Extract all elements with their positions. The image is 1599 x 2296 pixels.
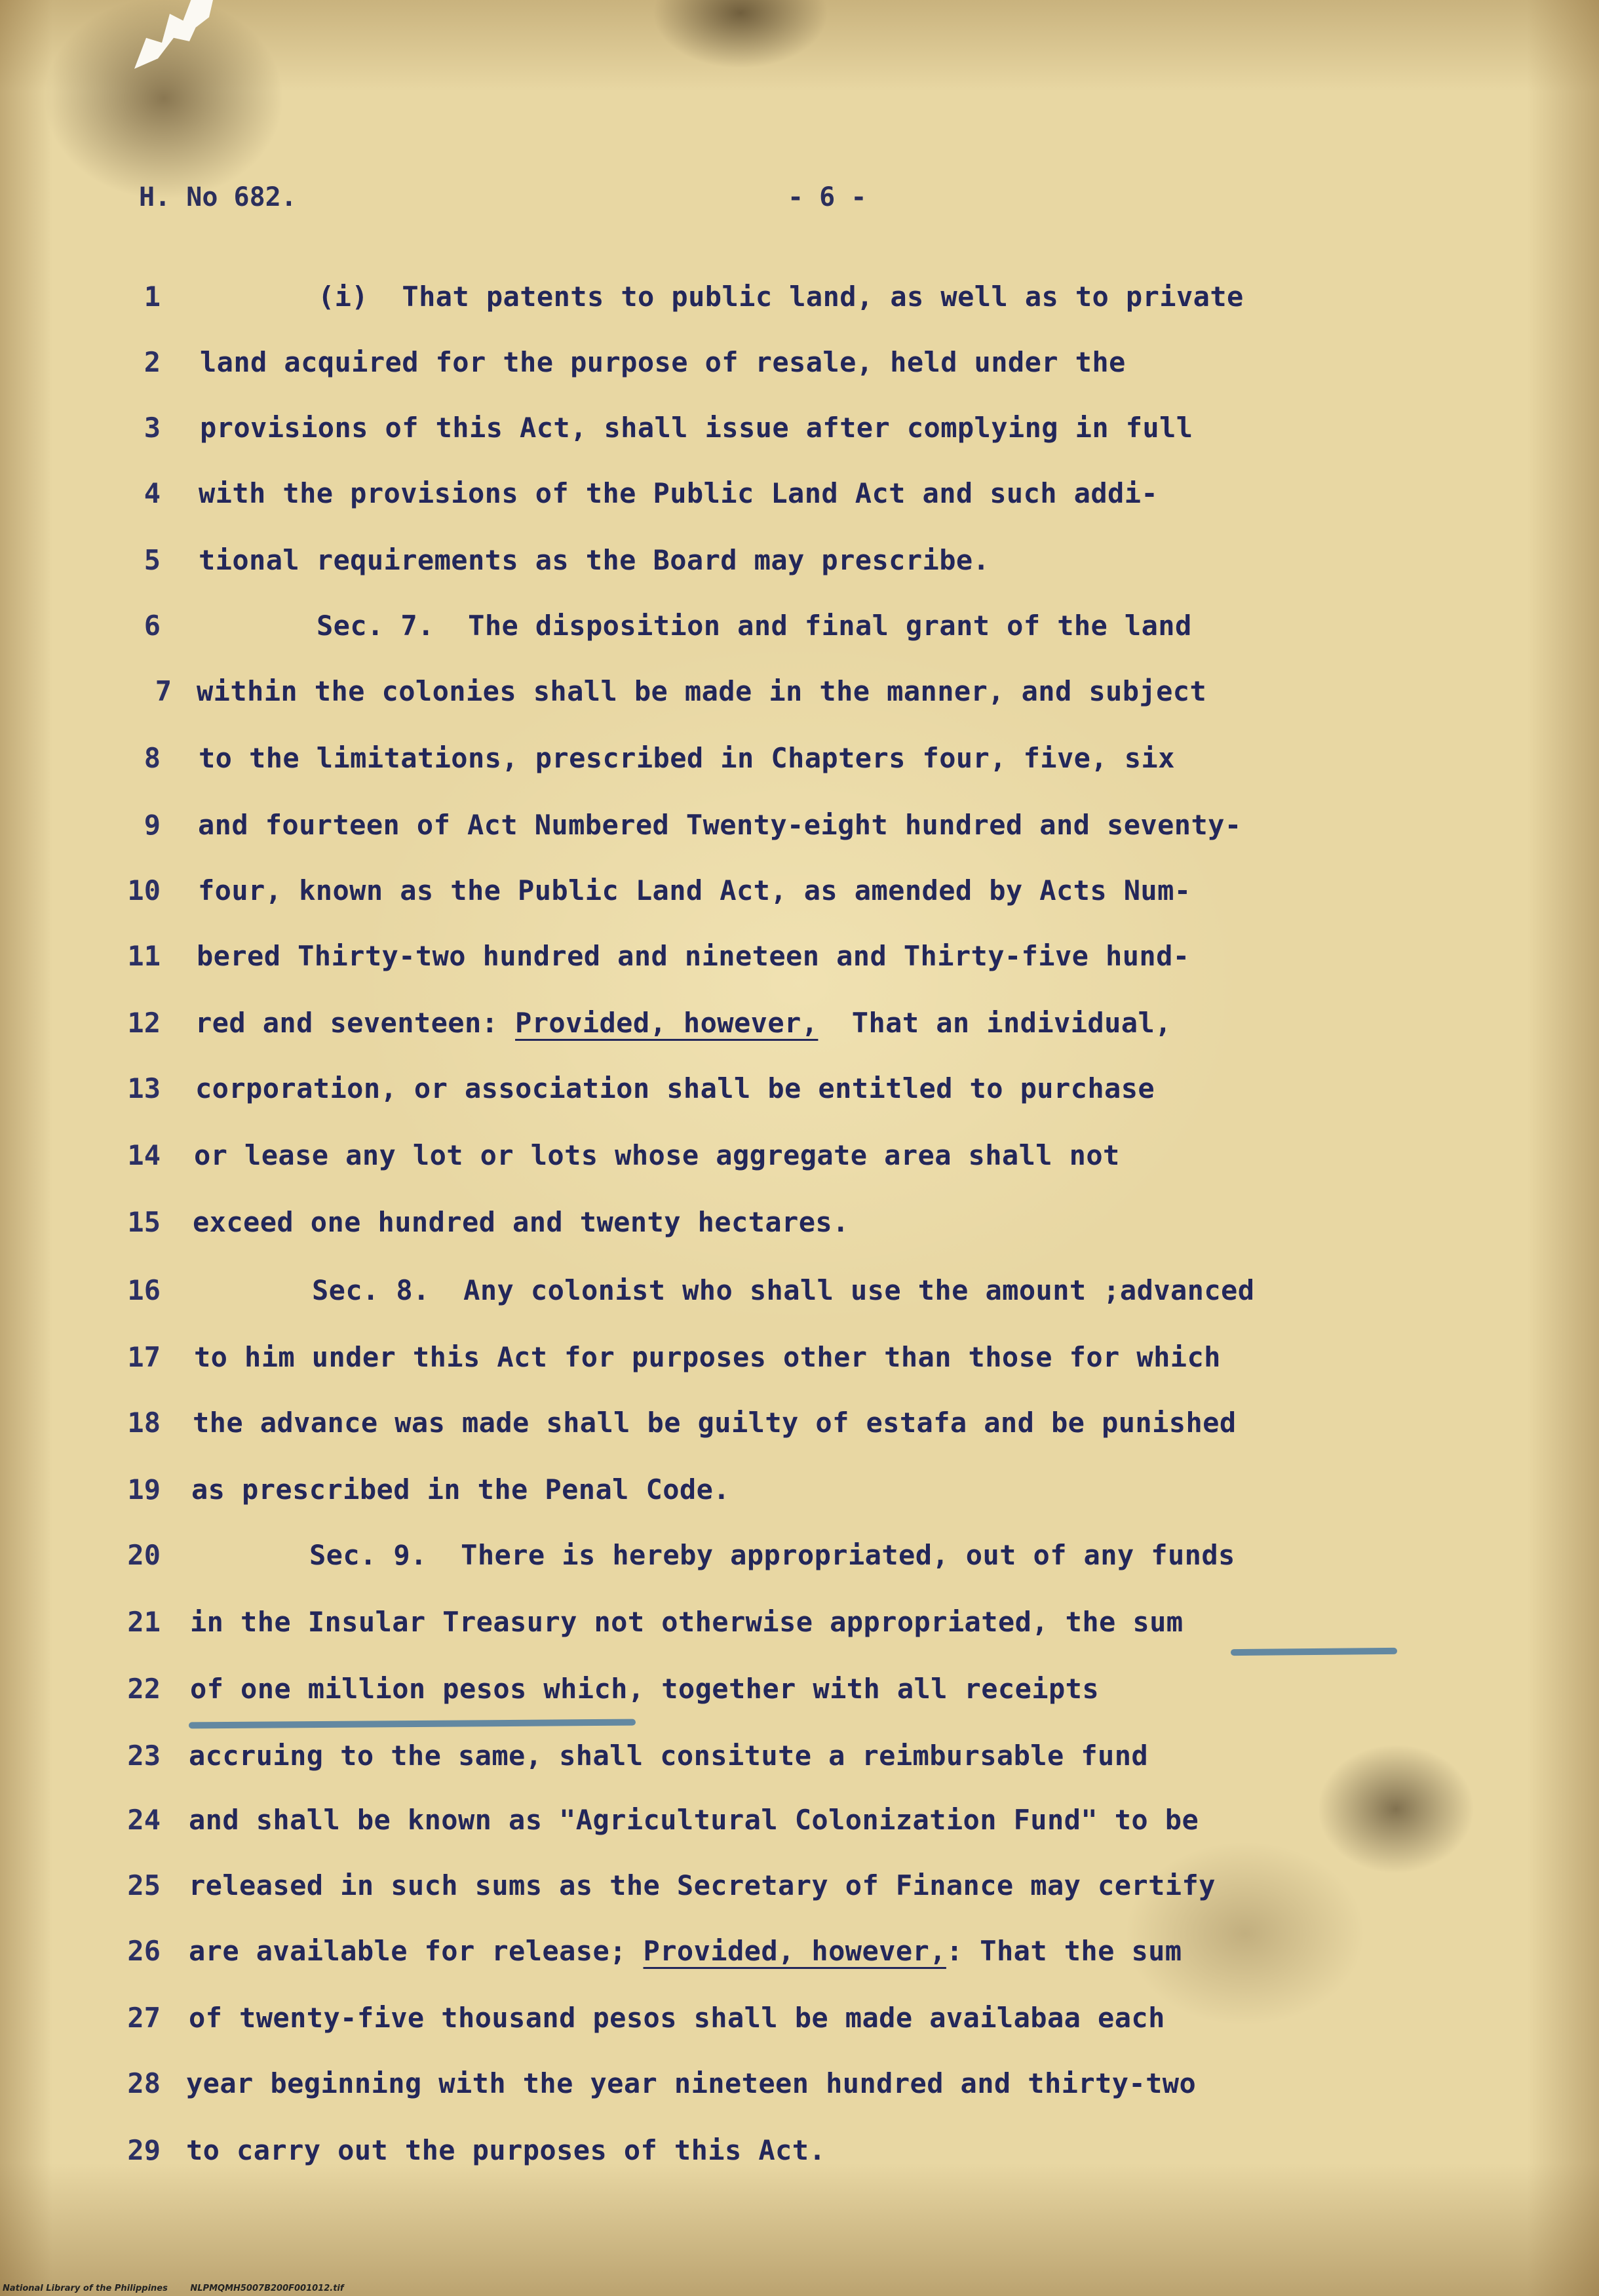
- line-number: 21: [127, 1606, 161, 1638]
- line-text: (i) That patents to public land, as well as to private: [318, 281, 1244, 313]
- text-line: [0, 2002, 1599, 2044]
- line-number: 3: [144, 412, 161, 444]
- text-line: [0, 610, 1599, 652]
- line-text: provisions of this Act, shall issue after complying in full: [200, 412, 1193, 444]
- line-number: 24: [127, 1804, 161, 1836]
- underlined-proviso: Provided, however,: [515, 1007, 819, 1039]
- line-text: four, known as the Public Land Act, as amended by Acts Num-: [198, 874, 1191, 906]
- line-number: 17: [127, 1341, 161, 1373]
- text-line: [0, 874, 1599, 916]
- text-line: [0, 1274, 1599, 1316]
- blue-pencil-underline-1: [1231, 1648, 1397, 1656]
- footer-library: National Library of the Philippines: [3, 2284, 168, 2293]
- text-line: [0, 1935, 1599, 1977]
- text-line: [0, 2134, 1599, 2176]
- line-text-pre: red and seventeen:: [195, 1007, 516, 1039]
- line-text: released in such sums as the Secretary of Finance may certify: [189, 1869, 1216, 1901]
- line-text: to the limitations, prescribed in Chapters four, five, six: [199, 742, 1175, 774]
- footer-file: NLPMQMH5007B200F001012.tif: [190, 2284, 344, 2293]
- text-line: [0, 281, 1599, 322]
- text-line: [0, 1606, 1599, 1648]
- line-number: 26: [127, 1935, 161, 1967]
- text-line: [0, 1539, 1599, 1581]
- line-number: 16: [127, 1274, 161, 1306]
- page-number: - 6 -: [788, 182, 867, 212]
- text-line: [0, 1869, 1599, 1911]
- line-text-pre: are available for release;: [189, 1935, 644, 1967]
- line-number: 28: [127, 2067, 161, 2099]
- line-text: tional requirements as the Board may prescribe.: [199, 544, 990, 576]
- line-text: within the colonies shall be made in the manner, and subject: [197, 675, 1207, 707]
- line-text: in the Insular Treasury not otherwise appropriated, the sum: [190, 1606, 1184, 1638]
- text-line: [0, 1804, 1599, 1846]
- text-line: [0, 544, 1599, 586]
- line-number: 6: [144, 610, 161, 642]
- line-text: accruing to the same, shall consitute a reimbursable fund: [189, 1740, 1149, 1772]
- text-line: [0, 1740, 1599, 1781]
- line-number: 12: [127, 1007, 161, 1039]
- text-line: [0, 412, 1599, 454]
- line-text-post: : That the sum: [946, 1935, 1182, 1967]
- line-number: 4: [144, 477, 161, 509]
- line-text: with the provisions of the Public Land Act and such addi-: [199, 477, 1159, 509]
- text-line: [0, 2067, 1599, 2109]
- text-line: [0, 1139, 1599, 1181]
- text-line: [0, 1473, 1599, 1515]
- line-number: 8: [144, 742, 161, 774]
- line-number: 25: [127, 1869, 161, 1901]
- line-text: Sec. 8. Any colonist who shall use the amount ;advanced: [312, 1274, 1255, 1306]
- underlined-proviso: Provided, however,: [643, 1935, 946, 1967]
- text-line: [0, 1673, 1599, 1715]
- line-text: or lease any lot or lots whose aggregate area shall not: [194, 1139, 1120, 1171]
- line-text: year beginning with the year nineteen hundred and thirty-two: [186, 2067, 1197, 2099]
- line-text: to him under this Act for purposes other than those for which: [194, 1341, 1221, 1373]
- text-line: [0, 742, 1599, 784]
- line-text: as prescribed in the Penal Code.: [191, 1473, 730, 1506]
- line-number: 7: [155, 675, 172, 707]
- page-header: [139, 182, 1450, 228]
- line-number: 19: [127, 1473, 161, 1506]
- text-line: [0, 940, 1599, 982]
- page-footer: [3, 2284, 364, 2293]
- line-text: land acquired for the purpose of resale, held under the: [200, 346, 1126, 378]
- torn-corner: [134, 0, 213, 69]
- text-line: [0, 346, 1599, 388]
- text-line: [0, 1407, 1599, 1449]
- line-text: exceed one hundred and twenty hectares.: [193, 1206, 849, 1238]
- line-text-post: That an individual,: [818, 1007, 1172, 1039]
- line-number: 20: [127, 1539, 161, 1571]
- line-number: 1: [144, 281, 161, 313]
- line-text: [195, 1007, 1172, 1039]
- line-number: 10: [127, 874, 161, 906]
- text-line: [0, 477, 1599, 519]
- line-number: 11: [127, 940, 161, 972]
- bill-number: H. No 682.: [139, 182, 297, 212]
- line-text: and fourteen of Act Numbered Twenty-eight hundred and seventy-: [198, 809, 1242, 841]
- text-line: [0, 675, 1599, 717]
- line-text: the advance was made shall be guilty of estafa and be punished: [193, 1407, 1237, 1439]
- text-line: [0, 1072, 1599, 1114]
- line-number: 15: [127, 1206, 161, 1238]
- line-number: 13: [127, 1072, 161, 1104]
- line-number: 5: [144, 544, 161, 576]
- line-number: 27: [127, 2002, 161, 2034]
- line-text: to carry out the purposes of this Act.: [186, 2134, 826, 2166]
- line-text: bered Thirty-two hundred and nineteen and Thirty-five hund-: [197, 940, 1190, 972]
- line-text: Sec. 7. The disposition and final grant of the land: [317, 610, 1192, 642]
- line-text: of one million pesos which, together with all receipts: [190, 1673, 1100, 1705]
- line-number: 14: [127, 1139, 161, 1171]
- line-number: 2: [144, 346, 161, 378]
- line-number: 29: [127, 2134, 161, 2166]
- line-number: 9: [144, 809, 161, 841]
- line-number: 22: [127, 1673, 161, 1705]
- line-text: [189, 1935, 1182, 1967]
- line-text: and shall be known as "Agricultural Colonization Fund" to be: [189, 1804, 1199, 1836]
- text-line: [0, 1007, 1599, 1049]
- line-number: 23: [127, 1740, 161, 1772]
- blue-pencil-underline-2: [189, 1719, 636, 1729]
- line-number: 18: [127, 1407, 161, 1439]
- text-line: [0, 1206, 1599, 1248]
- line-text: Sec. 9. There is hereby appropriated, out of any funds: [309, 1539, 1235, 1571]
- line-text: corporation, or association shall be entitled to purchase: [195, 1072, 1155, 1104]
- text-line: [0, 809, 1599, 851]
- line-text: of twenty-five thousand pesos shall be made availabaa each: [189, 2002, 1165, 2034]
- text-line: [0, 1341, 1599, 1383]
